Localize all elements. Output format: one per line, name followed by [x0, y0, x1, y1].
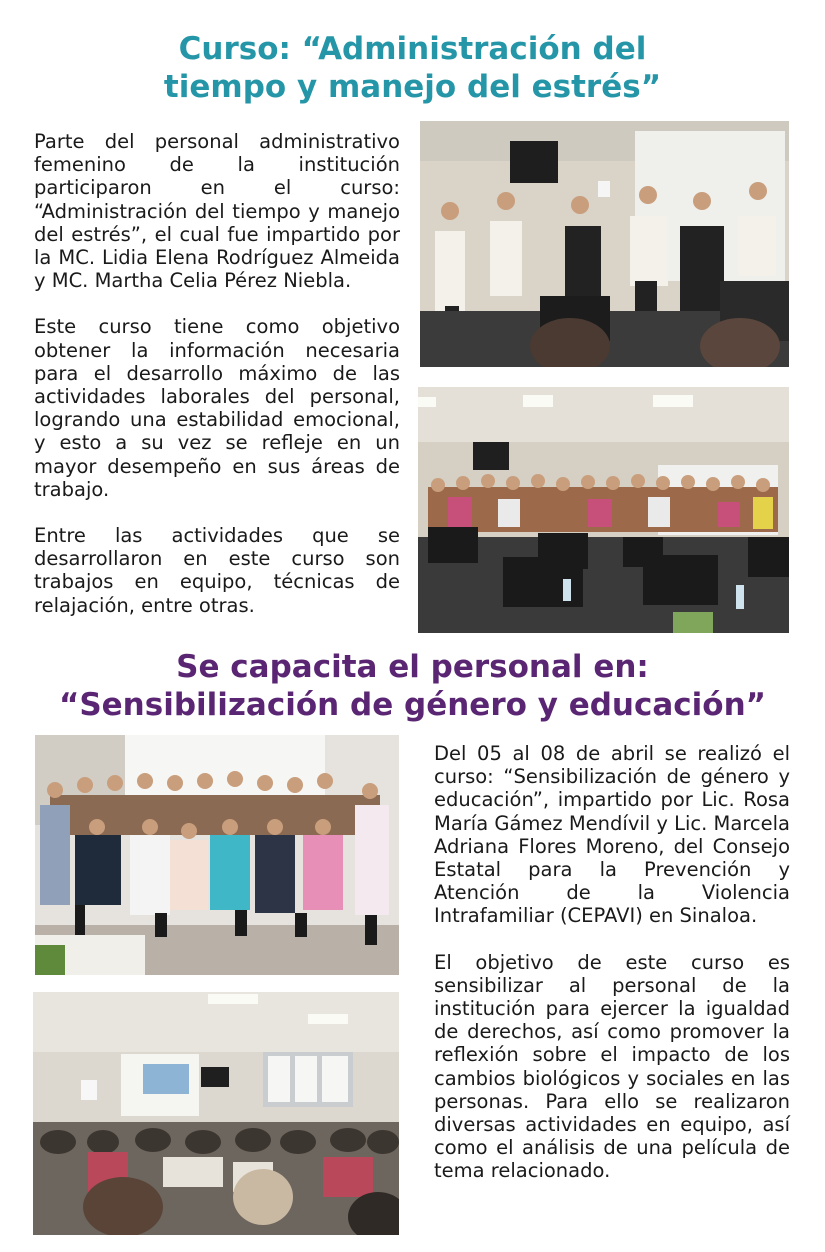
- section2-title-line2: “Sensibilización de género y educación”: [58, 687, 767, 723]
- section2-paragraph-2: El objetivo de este curso es sensibilizar al personal de la institución para ejercer la igualdad de derechos, así como promover la reflexión sobre el impacto de los cambios biológicos y sociales en las personas. Para ello se realizaron diversas actividades en equipo, así como el análisis de una película de tema relacionado.: [434, 950, 790, 1183]
- section2-title: [0, 648, 825, 724]
- section2-body: [434, 742, 790, 1206]
- section1-title: [0, 30, 825, 106]
- photo-group-portrait: [35, 735, 399, 975]
- section1-title-line1: Curso: “Administración del: [178, 31, 647, 67]
- section1-paragraph-1: Parte del personal administrativo femenino de la institución participaron en el curso: “Administración del tiempo y manejo del estrés”, el cual fue impartido por la MC. Lidia Elena Rodríguez Almeida y MC. Martha Celia Pérez Niebla.: [34, 130, 400, 293]
- section1-title-line2: tiempo y manejo del estrés”: [163, 69, 662, 105]
- section1-paragraph-2: Este curso tiene como objetivo obtener la información necesaria para el desarrollo máximo de las actividades laborales del personal, logrando una estabilidad emocional, y esto a su vez se refleje en un mayor desempeño en sus áreas de trabajo.: [34, 315, 400, 501]
- section1-paragraph-3: Entre las actividades que se desarrollaron en este curso son trabajos en equipo, técnicas de relajación, entre otras.: [34, 524, 400, 617]
- photo-presenters: [420, 121, 789, 367]
- section2-title-line1: Se capacita el personal en:: [176, 649, 649, 685]
- photo-classroom-projector: [33, 992, 399, 1235]
- photo-group-lab: [418, 387, 789, 633]
- section2-paragraph-1: Del 05 al 08 de abril se realizó el curso: “Sensibilización de género y educación”, impartido por Lic. Rosa María Gámez Mendívil y Lic. Marcela Adriana Flores Moreno, del Consejo Estatal para la Prevención y Atención de la Violencia Intrafamiliar (CEPAVI) en Sinaloa.: [434, 742, 790, 928]
- section1-body: [34, 130, 400, 640]
